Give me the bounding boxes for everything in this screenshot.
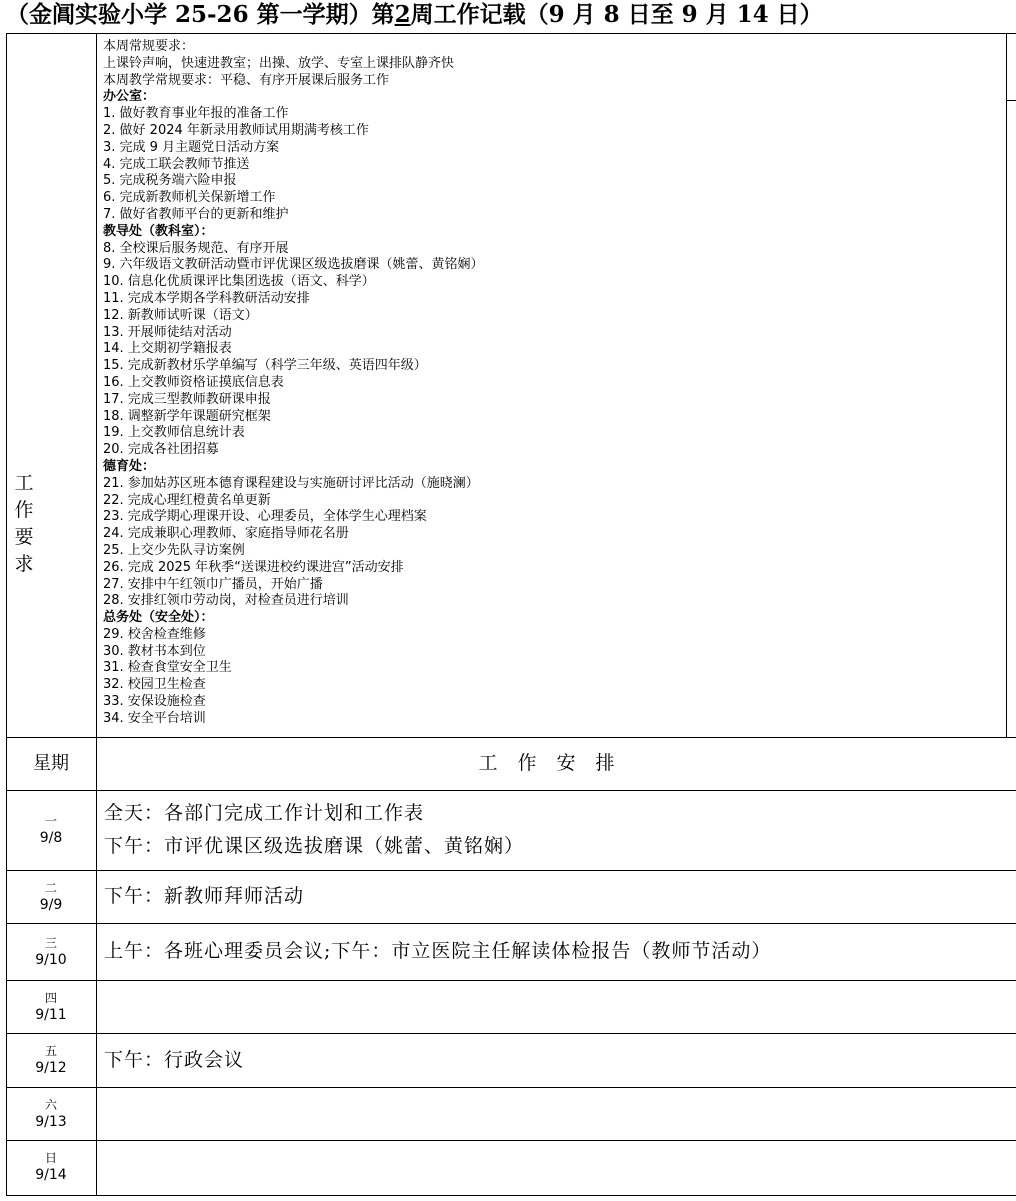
requirement-item: 9. 六年级语文教研活动暨市评优课区级选拔磨课（姚蕾、黄铭娴）	[103, 257, 484, 273]
requirement-item: 27. 安排中午红领巾广播员，开始广播	[103, 576, 323, 592]
requirement-item: 32. 校园卫生检查	[103, 677, 206, 693]
requirement-item: 24. 完成兼职心理教师、家庭指导师花名册	[103, 526, 349, 542]
requirement-item: 20. 完成各社团招募	[103, 442, 219, 458]
weekday-cell	[6, 813, 96, 847]
requirement-item: 8. 全校课后服务规范、有序开展	[103, 240, 289, 256]
requirement-item: 25. 上交少先队寻访案例	[103, 542, 245, 558]
requirement-item: 本周教学常规要求：平稳、有序开展课后服务工作	[103, 72, 390, 88]
weekday-name: 日	[44, 1151, 57, 1165]
right-border-tick	[1006, 100, 1016, 101]
plan-line: 下午：行政会议	[104, 1048, 245, 1071]
requirement-item: 14. 上交期初学籍报表	[103, 341, 232, 357]
requirement-item: 1. 做好教育事业年报的准备工作	[103, 106, 289, 122]
plan-entry	[104, 880, 304, 913]
weekday-cell	[6, 1150, 96, 1184]
column-divider	[96, 33, 97, 1195]
weekday-cell	[6, 880, 96, 914]
requirements-list	[103, 39, 1003, 728]
section-heading: 教导处（教科室）：	[103, 223, 214, 239]
requirement-item: 23. 完成学期心理课开设、心理委员，全体学生心理档案	[103, 509, 427, 525]
requirement-item: 22. 完成心理红橙黄名单更新	[103, 492, 271, 508]
requirement-item: 15. 完成新教材乐学单编写（科学三年级、英语四年级）	[103, 358, 427, 374]
plan-line: 上午：各班心理委员会议;下午：市立医院主任解读体检报告（教师节活动）	[104, 940, 772, 962]
requirement-item: 26. 完成 2025 年秋季“送课进校约课进宫”活动安排	[103, 559, 404, 575]
requirement-item: 6. 完成新教师机关保新增工作	[103, 190, 276, 206]
plan-entry	[104, 935, 771, 968]
section-heading: 办公室：	[103, 89, 156, 105]
weekday-date: 9/9	[39, 896, 63, 913]
plan-line: 下午：市评优课区级选拔磨课（姚蕾、黄铭娴）	[104, 835, 525, 857]
requirement-item: 11. 完成本学期各学科教研活动安排	[103, 290, 310, 306]
requirement-item: 33. 安保设施检查	[103, 694, 206, 710]
weekday-name: 六	[44, 1097, 57, 1112]
weekday-name: 二	[44, 880, 57, 895]
week-number: 2	[394, 1, 411, 28]
requirement-item: 30. 教材书本到位	[103, 643, 206, 659]
weekday-header: 星期	[33, 753, 69, 774]
weekday-date: 9/10	[35, 951, 67, 968]
requirement-item: 4. 完成工联会教师节推送	[103, 156, 250, 172]
requirements-label	[6, 470, 42, 578]
weekday-name: 四	[44, 990, 57, 1005]
weekday-cell	[6, 990, 96, 1024]
requirement-item: 3. 完成 9 月主题党日活动方案	[103, 139, 280, 155]
weekday-date: 9/14	[35, 1167, 67, 1183]
section-heading: 总务处（安全处）：	[103, 610, 214, 626]
requirement-item: 16. 上交教师资格证摸底信息表	[103, 374, 284, 390]
requirements-label-char: 作	[14, 499, 34, 521]
plan-entry	[104, 1044, 244, 1077]
weekday-date: 9/13	[35, 1113, 67, 1130]
title-prefix: （金阊实验小学 25-26 第一学期）第	[6, 1, 395, 28]
weekday-date: 9/11	[35, 1006, 67, 1023]
weekday-date: 9/12	[35, 1060, 67, 1076]
requirement-item: 28. 安排红领巾劳动岗，对检查员进行培训	[103, 593, 349, 609]
row-divider	[6, 923, 1016, 924]
weekday-date: 9/8	[39, 830, 63, 846]
requirement-item: 34. 安全平台培训	[103, 710, 206, 726]
weekday-name: 一	[44, 814, 57, 828]
row-divider	[6, 980, 1016, 981]
row-divider	[6, 1087, 1016, 1088]
requirement-item: 29. 校舍检查维修	[103, 626, 206, 642]
plan-line: 全天：各部门完成工作计划和工作表	[104, 802, 425, 824]
requirement-item: 7. 做好省教师平台的更新和维护	[103, 206, 289, 222]
requirement-item: 17. 完成三型教师教研课申报	[103, 391, 271, 407]
requirement-item: 13. 开展师徒结对活动	[103, 324, 232, 340]
title-suffix: 周工作记载（9 月 8 日至 9 月 14 日）	[410, 1, 823, 28]
requirement-item: 21. 参加姑苏区班本德育课程建设与实施研讨评比活动（施晓澜）	[103, 475, 479, 491]
requirement-item: 2. 做好 2024 年新录用教师试用期满考核工作	[103, 122, 369, 138]
row-divider	[6, 1140, 1016, 1141]
requirements-label-char: 求	[14, 553, 34, 575]
requirement-item: 本周常规要求：	[103, 39, 195, 54]
weekday-name: 五	[44, 1044, 57, 1058]
requirement-item: 19. 上交教师信息统计表	[103, 425, 245, 441]
weekday-cell	[6, 935, 96, 969]
requirements-label-char: 工	[14, 472, 34, 494]
requirements-label-char: 要	[14, 526, 34, 548]
requirement-item: 31. 检查食堂安全卫生	[103, 660, 232, 676]
section-heading: 德育处：	[103, 458, 156, 474]
requirement-item: 5. 完成税务端六险申报	[103, 173, 237, 189]
requirement-item: 12. 新教师试听课（语文）	[103, 307, 258, 323]
weekday-name: 三	[44, 935, 57, 950]
weekday-cell	[6, 1097, 96, 1131]
plan-header: 工作安排	[478, 752, 635, 774]
requirement-item: 上课铃声响，快速进教室；出操、放学、专室上课排队静齐快	[103, 55, 455, 71]
requirement-item: 10. 信息化优质课评比集团选拔（语文、科学）	[103, 274, 375, 290]
right-border	[1006, 33, 1007, 737]
row-divider	[6, 1033, 1016, 1034]
row-divider	[6, 790, 1016, 791]
plan-entry	[104, 797, 524, 863]
page-title	[0, 0, 1016, 32]
weekday-cell	[6, 1043, 96, 1077]
row-divider	[6, 870, 1016, 871]
requirement-item: 18. 调整新学年课题研究框架	[103, 408, 271, 424]
plan-line: 下午：新教师拜师活动	[104, 885, 305, 907]
